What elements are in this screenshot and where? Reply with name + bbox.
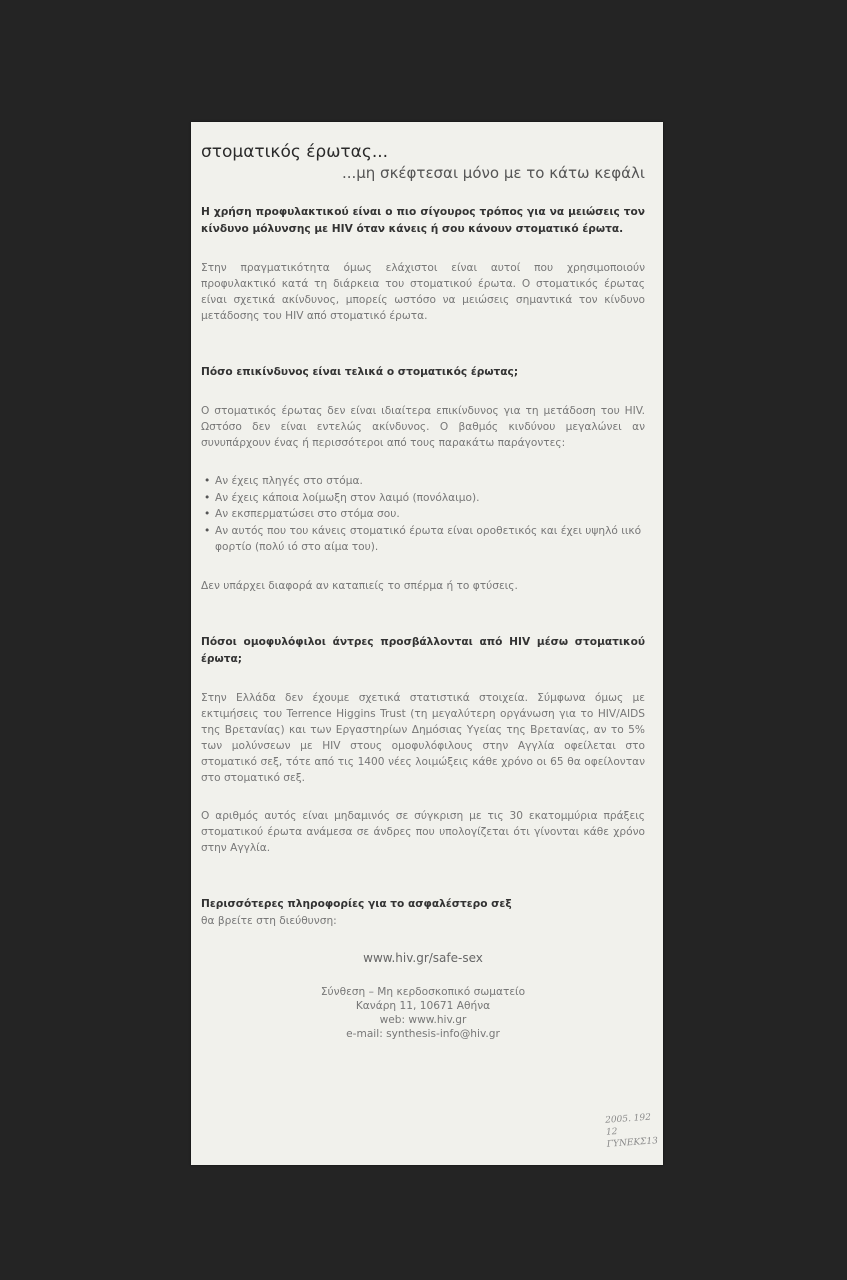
handwritten-line: ΓΥΝΕΚΣ13 (606, 1136, 659, 1150)
address-line: Σύνθεση – Μη κερδοσκοπικό σωματείο (320, 985, 526, 998)
section2-paragraph-1: Στην Ελλάδα δεν έχουμε σχετικά στατιστικά στοιχεία. Σύμφωνα όμως με εκτιμήσεις του Terrence Higgins Trust (τη μεγαλύτερη οργάνωση για το HIV/AIDS της Βρετανίας) και των Εργαστηρίων Δημόσιας Υγείας της Βρετανίας, αν το 5% των μολύνσεων με HIV στους ομοφυλόφιλους στην Αγγλία οφείλεται στο στοματικό σεξ, τότε από τις 1400 νέες λοιμώξεις κάθε χρόνο οι 65 θα οφείλονταν στο στοματικό σεξ. (201, 691, 645, 784)
more-info-text: θα βρείτε στη διεύθυνση: (201, 914, 337, 927)
handwritten-archive-note (605, 1111, 659, 1150)
address-line: web: www.hiv.gr (379, 1013, 467, 1026)
section2-heading: Πόσοι ομοφυλόφιλοι άντρες προσβάλλονται από HIV μέσω στοματικού έρωτα; (201, 635, 645, 665)
risk-factor-list (201, 473, 645, 556)
address-line: e-mail: synthesis-info@hiv.gr (346, 1027, 500, 1040)
intro-paragraph: Στην πραγματικότητα όμως ελάχιστοι είναι αυτοί που χρησιμοποιούν προφυλακτικό κατά τη διάρκεια του στοματικού έρωτα. Ο στοματικός έρωτας είναι σχετικά ακίνδυνος, μπορείς ωστόσο να μειώσεις σημαντικά τον κίνδυνο μετάδοσης του HIV από στοματικό έρωτα. (201, 262, 645, 322)
organization-address (201, 985, 645, 1041)
handwritten-line: 2005. 192 (604, 1112, 652, 1126)
section1-paragraph: Ο στοματικός έρωτας δεν είναι ιδιαίτερα επικίνδυνος για τη μετάδοση του HIV. Ωστόσο δεν είναι εντελώς ακίνδυνος. Ο βαθμός κινδύνου μεγαλώνει αν συνυπάρχουν ένας ή περισσότεροι από τους παρακάτω παράγοντες: (201, 405, 645, 449)
leaflet-subtitle: ...μη σκέφτεσαι μόνο με το κάτω κεφάλι (341, 164, 645, 182)
leaflet-page (191, 122, 663, 1165)
website-url: www.hiv.gr/safe-sex (363, 950, 483, 965)
list-item: • Αν αυτός που του κάνεις στοματικό έρωτα είναι οροθετικός και έχει υψηλό ιικό φορτίο (πολύ ιό στο αίμα του). (215, 523, 645, 556)
section1-note: Δεν υπάρχει διαφορά αν καταπιείς το σπέρμα ή το φτύσεις. (201, 579, 518, 592)
handwritten-line: 12 (605, 1126, 618, 1138)
more-info-heading: Περισσότερες πληροφορίες για το ασφαλέστερο σεξ (201, 897, 512, 910)
leaflet-title: στοματικός έρωτας... (201, 142, 389, 162)
section2-paragraph-2: Ο αριθμός αυτός είναι μηδαμινός σε σύγκριση με τις 30 εκατομμύρια πράξεις στοματικού έρωτα ανάμεσα σε άνδρες που υπολογίζεται ότι γίνονται κάθε χρόνο στην Αγγλία. (201, 809, 645, 854)
lead-paragraph: Η χρήση προφυλακτικού είναι ο πιο σίγουρος τρόπος για να μειώσεις τον κίνδυνο μόλυνσης με HIV όταν κάνεις ή σου κάνουν στοματικό έρωτα. (201, 206, 645, 235)
list-item: • Αν εκσπερματώσει στο στόμα σου. (215, 506, 645, 523)
list-item: • Αν έχεις πληγές στο στόμα. (215, 473, 645, 490)
address-line: Κανάρη 11, 10671 Αθήνα (355, 999, 491, 1012)
list-item: • Αν έχεις κάποια λοίμωξη στον λαιμό (πονόλαιμο). (215, 490, 645, 507)
section1-heading: Πόσο επικίνδυνος είναι τελικά ο στοματικός έρωτας; (201, 366, 519, 378)
